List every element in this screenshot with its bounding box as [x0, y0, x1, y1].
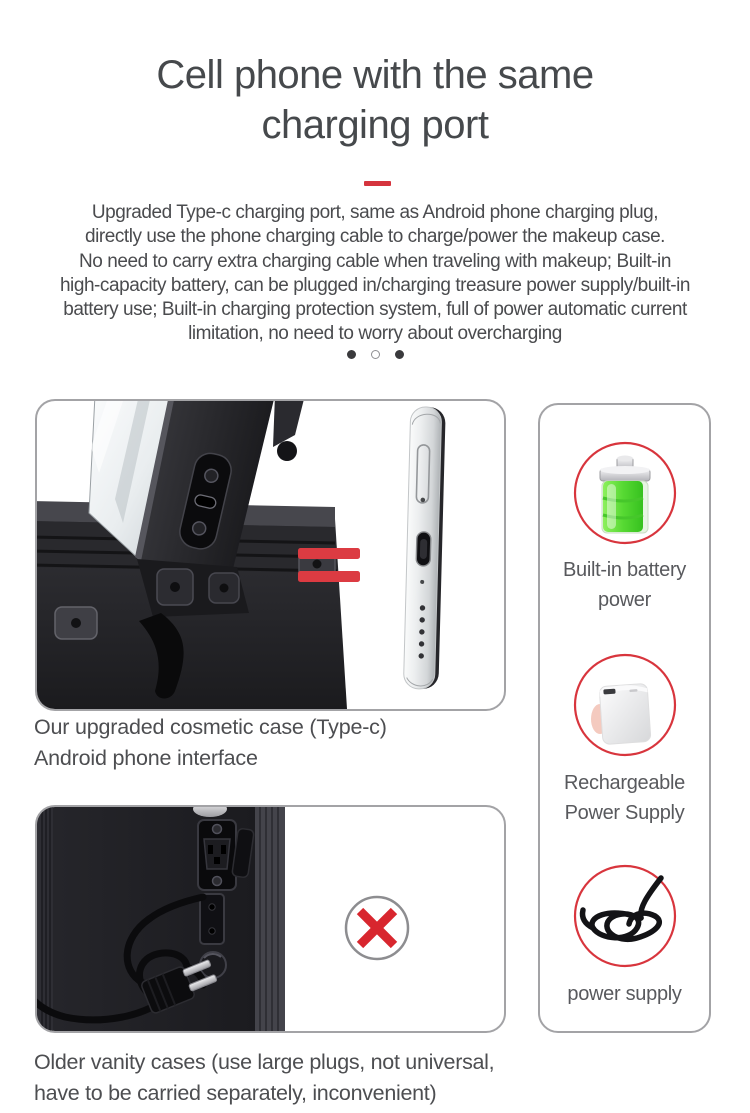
features-panel	[538, 403, 711, 1033]
description-line: battery use; Built-in charging protection system, full of power automatic current	[63, 299, 687, 321]
comparison-panel	[35, 399, 506, 711]
large-plug-socket	[198, 820, 236, 890]
description-line: directly use the phone charging cable to charge/power the makeup case.	[84, 226, 666, 248]
carousel-dots	[0, 350, 750, 359]
comparison-caption	[34, 712, 387, 774]
battery-icon	[573, 441, 677, 545]
feature-label-battery: Built-in battery power	[562, 559, 687, 611]
power-cable-icon	[573, 864, 677, 968]
carousel-dot[interactable]	[347, 350, 356, 359]
legacy-case-panel	[35, 805, 506, 1033]
power-bank-icon	[573, 653, 677, 757]
carousel-dot[interactable]	[371, 350, 380, 359]
cosmetic-case-and-phone-photo	[37, 401, 504, 709]
page-title	[0, 50, 750, 150]
phone-side-view	[403, 407, 445, 690]
legacy-caption	[34, 1047, 494, 1109]
description-line: high-capacity battery, can be plugged in/charging treasure power supply/built-in	[59, 274, 691, 296]
feature-label-power-bank: Rechargeable Power Supply	[564, 772, 685, 824]
carousel-dot[interactable]	[395, 350, 404, 359]
title-line-2: charging port	[261, 103, 489, 147]
equals-icon	[298, 548, 360, 594]
feature-label-power-supply: power supply	[567, 983, 682, 1005]
comparison-caption-line-2: Android phone interface	[34, 746, 258, 770]
description-line: limitation, no need to worry about overcharging	[188, 323, 562, 345]
description-line: Upgraded Type-c charging port, same as Android phone charging plug,	[91, 202, 659, 223]
prohibited-x-icon	[342, 893, 412, 963]
title-divider-dash	[364, 181, 391, 186]
older-vanity-case-photo	[37, 807, 504, 1031]
legacy-caption-line-1: Older vanity cases (use large plugs, not universal,	[34, 1050, 495, 1074]
description-line: No need to carry extra charging cable when traveling with makeup; Built-in	[79, 250, 671, 272]
comparison-caption-line-1: Our upgraded cosmetic case (Type-c)	[34, 715, 387, 739]
legacy-caption-line-2: have to be carried separately, inconvenient)	[34, 1081, 437, 1105]
small-socket	[200, 894, 224, 944]
description-paragraph	[0, 201, 750, 347]
title-line-1: Cell phone with the same	[156, 53, 594, 97]
